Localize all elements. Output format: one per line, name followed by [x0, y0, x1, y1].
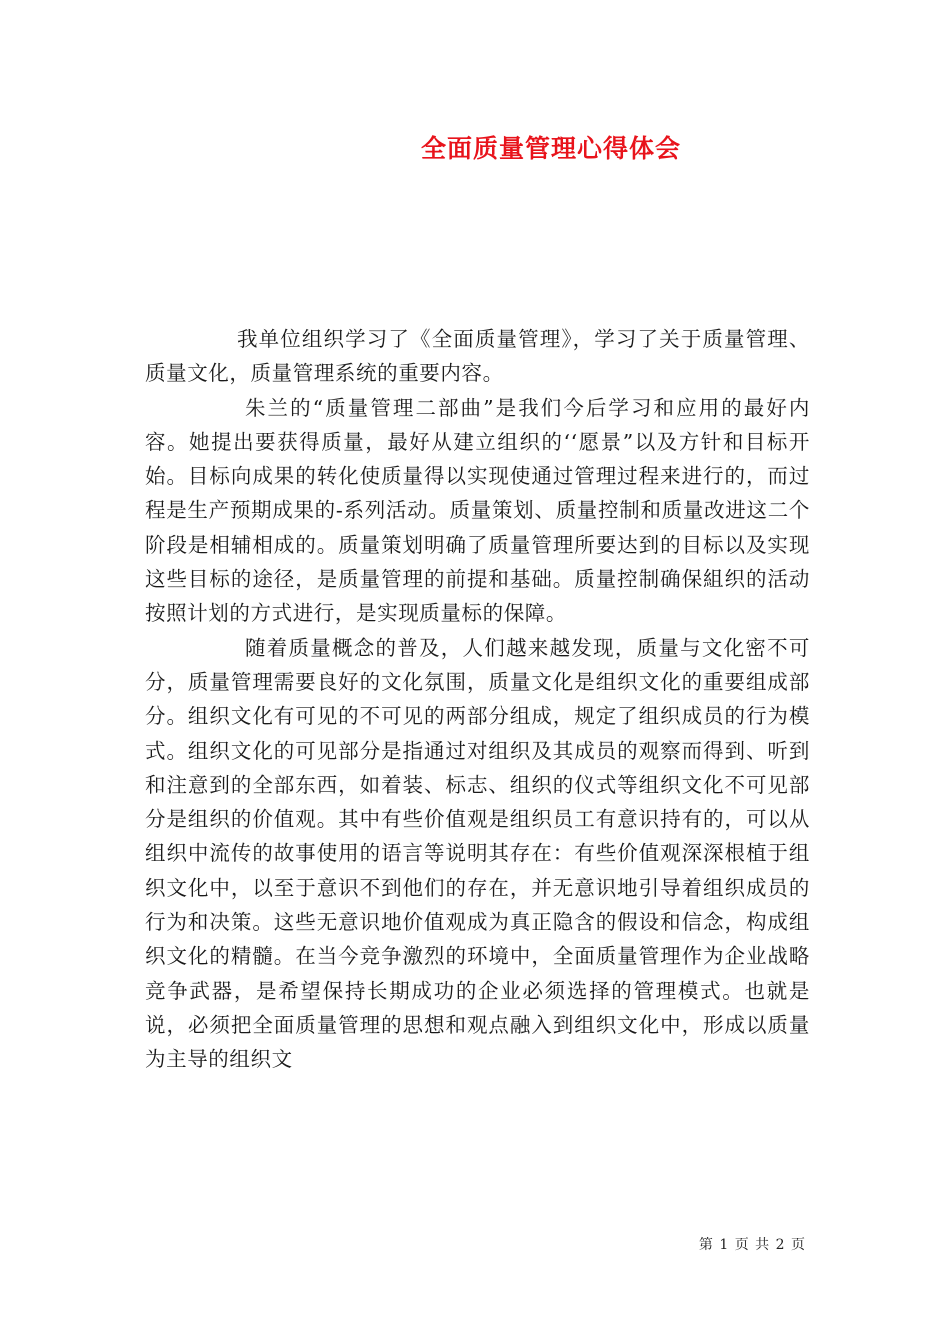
document-title: 全面质量管理心得体会	[420, 134, 681, 163]
document-body	[145, 322, 810, 1077]
page-number: 第 1 页 共 2 页	[698, 1237, 806, 1253]
paragraph-2: 朱兰的“质量管理二部曲”是我们今后学习和应用的最好内容。她提出要获得质量，最好从建立组织的‘‘愿景”以及方针和目标开始。目标向成果的转化使质量得以实现使通过管理过程来进行的，而过程是生产预期成果的-系列活动。质量策划、质量控制和质量改进这二个阶段是相辅相成的。质量策划明确了质量管理所要达到的目标以及实现这些目标的途径，是质量管理的前提和基础。质量控制确保組织的活动按照计划的方式进行，是实现质量标的保障。	[145, 395, 810, 626]
paragraph-3: 随着质量概念的普及，人们越来越发现，质量与文化密不可分，质量管理需要良好的文化氛围，质量文化是组织文化的重要组成部分。组织文化有可见的不可见的两部分组成，规定了组织成员的行为模式。组织文化的可见部分是指通过对组织及其成员的观察而得到、听到和注意到的全部东西，如着装、标志、组织的仪式等组织文化不可见部分是组织的价值观。其中有些价值观是组织员工有意识持有的，可以从组织中流传的故事使用的语言等说明其存在：有些价值观深深根植于组织文化中，以至于意识不到他们的存在，并无意识地引导着组织成员的行为和决策。这些无意识地价值观成为真正隐含的假设和信念，构成组织文化的精髓。在当今竞争激烈的环境中，全面质量管理作为企业战略竞争武器，是希望保持长期成功的企业必须选择的管理模式。也就是说，必须把全面质量管理的思想和观点融入到组织文化中，形成以质量为主导的组织文	[145, 635, 810, 1072]
paragraph-1: 我单位组织学习了《全面质量管理》，学习了关于质量管理、质量文化，质量管理系统的重要内容。	[145, 327, 810, 386]
